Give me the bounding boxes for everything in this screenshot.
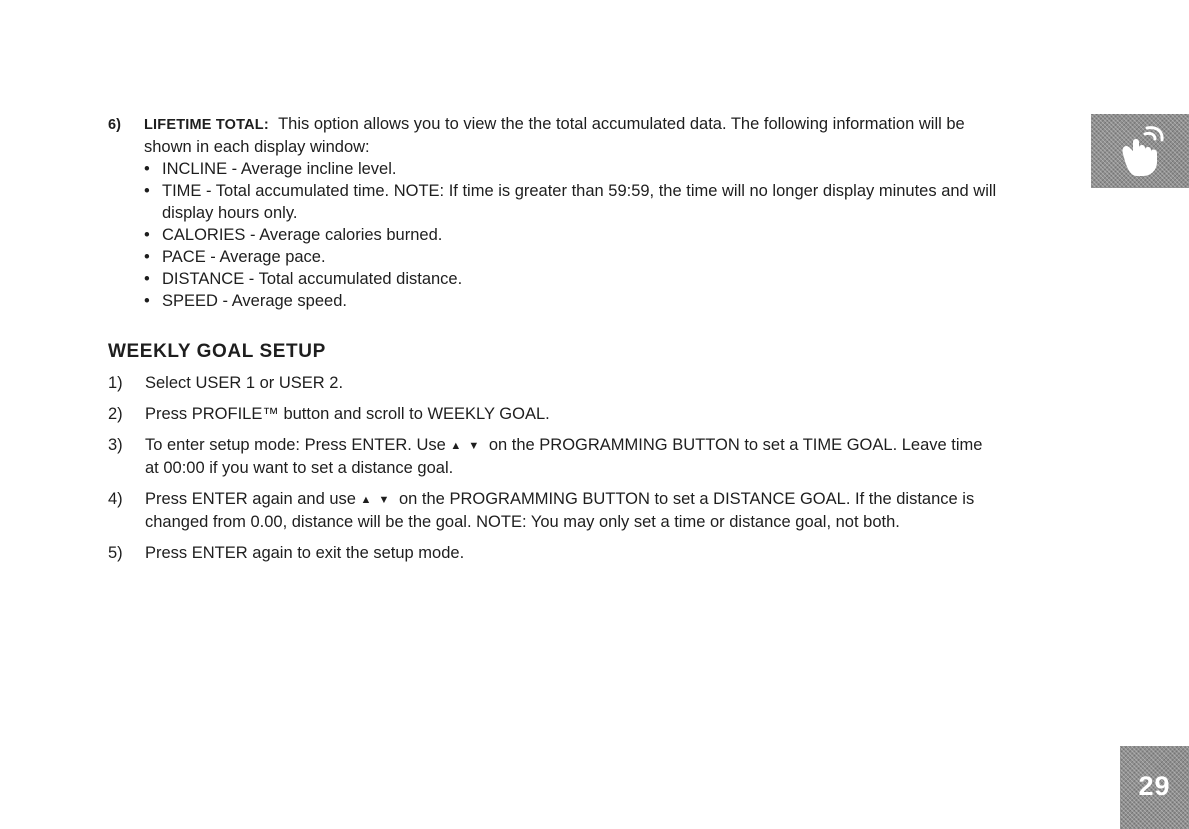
step-text: Select USER 1 or USER 2. xyxy=(145,374,344,392)
hand-pointer-icon xyxy=(1117,124,1167,178)
list-item-text: DISTANCE - Total accumulated distance. xyxy=(162,270,463,288)
step-item xyxy=(108,542,988,564)
list-item xyxy=(144,268,1008,290)
bullet-icon: • xyxy=(144,226,150,244)
lifetime-total-intro xyxy=(108,113,1008,158)
bullet-icon: • xyxy=(144,182,150,200)
step-number: 1) xyxy=(108,374,123,392)
lifetime-total-term: LIFETIME TOTAL: xyxy=(144,117,269,133)
step-text: Press ENTER again and use xyxy=(145,490,356,508)
item-number: 6) xyxy=(108,117,121,133)
step-item xyxy=(108,488,988,533)
step-item xyxy=(108,372,988,394)
list-item xyxy=(144,224,1008,246)
lifetime-total-description: This option allows you to view the the total accumulated data. The following information will be shown in each display window: xyxy=(144,115,965,156)
step-number: 3) xyxy=(108,436,123,454)
page-number-tab xyxy=(1120,746,1189,829)
up-down-arrows-icon: ▲ ▼ xyxy=(360,494,392,506)
section-title: WEEKLY GOAL SETUP xyxy=(108,341,326,362)
bullet-icon: • xyxy=(144,270,150,288)
bullet-icon: • xyxy=(144,160,150,178)
step-text: on the PROGRAMMING BUTTON to set a DISTANCE GOAL. If the distance is changed from 0.00, distance will be the goal. NOTE: You may only set a time or distance goal, not both. xyxy=(145,490,975,531)
step-number: 5) xyxy=(108,544,123,562)
section-tab xyxy=(1091,114,1189,188)
bullet-icon: • xyxy=(144,292,150,310)
step-item xyxy=(108,434,988,479)
list-item-text: SPEED - Average speed. xyxy=(162,292,347,310)
step-text: on the PROGRAMMING BUTTON to set a TIME GOAL. Leave time at 00:00 if you want to set a distance goal. xyxy=(145,436,983,477)
list-item xyxy=(144,158,1008,180)
bullet-icon: • xyxy=(144,248,150,266)
display-window-list xyxy=(108,158,1008,312)
step-text: Press PROFILE™ button and scroll to WEEKLY GOAL. xyxy=(145,405,550,423)
list-item-text: CALORIES - Average calories burned. xyxy=(162,226,443,244)
step-text: Press ENTER again to exit the setup mode. xyxy=(145,544,465,562)
step-number: 4) xyxy=(108,490,123,508)
up-down-arrows-icon: ▲ ▼ xyxy=(450,440,482,452)
list-item-text: INCLINE - Average incline level. xyxy=(162,160,397,178)
step-text: To enter setup mode: Press ENTER. Use xyxy=(145,436,446,454)
list-item xyxy=(144,290,1008,312)
page-number: 29 xyxy=(1138,771,1171,801)
list-item xyxy=(144,180,1008,224)
lifetime-total-section xyxy=(108,113,1008,312)
list-item-text: PACE - Average pace. xyxy=(162,248,326,266)
step-number: 2) xyxy=(108,405,123,423)
list-item xyxy=(144,246,1008,268)
weekly-goal-steps xyxy=(108,372,988,573)
step-item xyxy=(108,403,988,425)
list-item-text: TIME - Total accumulated time. NOTE: If time is greater than 59:59, the time will no longer display minutes and will display hours only. xyxy=(162,182,997,222)
